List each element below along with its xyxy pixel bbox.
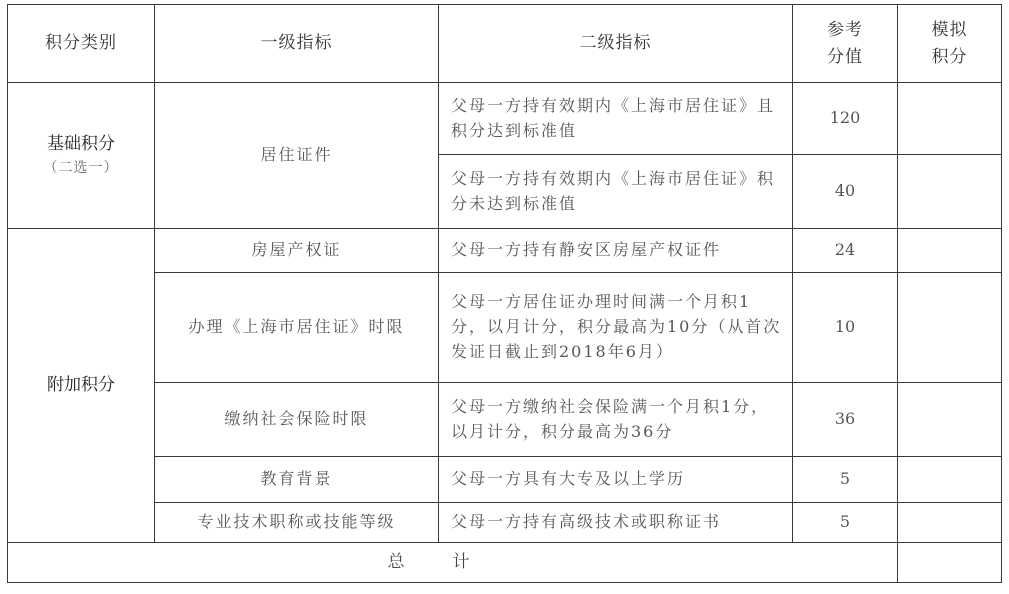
table-row [8, 457, 1002, 503]
additional-category-cell [8, 229, 155, 543]
table-row [8, 273, 1002, 383]
additional-level2-5: 父母一方持有高级技术或职称证书 [439, 503, 793, 543]
additional-level1-4: 教育背景 [155, 457, 439, 503]
header-category: 积分类别 [8, 5, 155, 83]
header-reference-line2: 分值 [827, 46, 863, 67]
basic-score-2: 40 [793, 155, 898, 229]
points-table [7, 4, 1002, 583]
table-row [8, 229, 1002, 273]
header-simulated-line1: 模拟 [931, 20, 968, 41]
additional-level1-2: 办理《上海市居住证》时限 [155, 273, 439, 383]
additional-simulated-1 [898, 229, 1002, 273]
basic-level2-2: 父母一方持有效期内《上海市居住证》积分未达到标准值 [439, 155, 793, 229]
basic-category-note: （二选一） [43, 159, 119, 176]
additional-level1-3: 缴纳社会保险时限 [155, 383, 439, 457]
basic-level2-1: 父母一方持有效期内《上海市居住证》且积分达到标准值 [439, 83, 793, 155]
additional-simulated-3 [898, 383, 1002, 457]
table-row [8, 383, 1002, 457]
basic-level1: 居住证件 [155, 83, 439, 229]
total-simulated [898, 543, 1002, 583]
basic-simulated-2 [898, 155, 1002, 229]
basic-category-label: 基础积分 [47, 134, 115, 155]
additional-level1-1: 房屋产权证 [155, 229, 439, 273]
header-reference-line1: 参考 [827, 20, 863, 41]
table-row [8, 83, 1002, 155]
total-row [8, 543, 1002, 583]
header-simulated-line2: 积分 [931, 46, 968, 67]
basic-simulated-1 [898, 83, 1002, 155]
additional-category-label: 附加积分 [47, 375, 115, 396]
basic-category-cell [8, 83, 155, 229]
additional-simulated-5 [898, 503, 1002, 543]
additional-level2-1: 父母一方持有静安区房屋产权证件 [439, 229, 793, 273]
total-label: 总计 [8, 543, 898, 583]
basic-score-1: 120 [793, 83, 898, 155]
additional-score-2: 10 [793, 273, 898, 383]
additional-simulated-4 [898, 457, 1002, 503]
header-reference-score [793, 5, 898, 83]
additional-score-3: 36 [793, 383, 898, 457]
additional-score-4: 5 [793, 457, 898, 503]
additional-score-5: 5 [793, 503, 898, 543]
table-row [8, 503, 1002, 543]
header-simulated-score [898, 5, 1002, 83]
header-row [8, 5, 1002, 83]
additional-level2-4: 父母一方具有大专及以上学历 [439, 457, 793, 503]
header-level1: 一级指标 [155, 5, 439, 83]
additional-simulated-2 [898, 273, 1002, 383]
additional-level2-3: 父母一方缴纳社会保险满一个月积1分，以月计分，积分最高为36分 [439, 383, 793, 457]
additional-level2-2: 父母一方居住证办理时间满一个月积1分，以月计分，积分最高为10分（从首次发证日截止到2018年6月） [439, 273, 793, 383]
header-level2: 二级指标 [439, 5, 793, 83]
additional-level1-5: 专业技术职称或技能等级 [155, 503, 439, 543]
additional-score-1: 24 [793, 229, 898, 273]
